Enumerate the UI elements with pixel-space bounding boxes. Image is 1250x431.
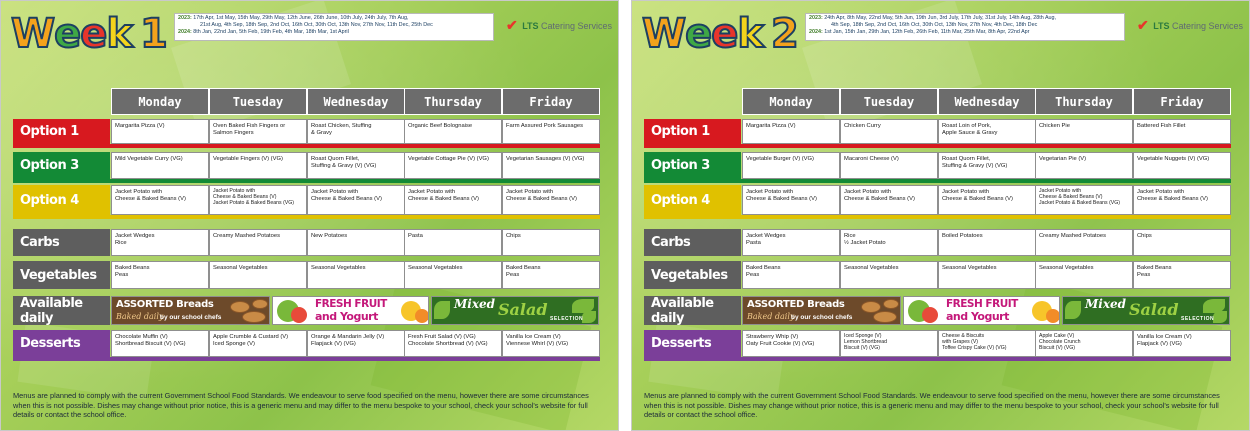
- menu-item-text: Peas: [746, 271, 760, 278]
- menu-cell-option4-tuesday: [209, 185, 307, 215]
- menu-cell-option3-monday: [111, 152, 209, 179]
- menu-item-text: Stuffing & Gravy (V) (VG): [942, 162, 1008, 169]
- row-label-option3: Option 3: [13, 152, 110, 179]
- menu-item-text: Jacket Potato with: [115, 189, 163, 195]
- menu-cell-carbs-monday: [111, 229, 209, 256]
- menu-item-text: Jacket Potato with: [311, 189, 359, 195]
- fruit-icon: [922, 307, 938, 323]
- menu-item-text: Jacket Potato with: [942, 189, 990, 195]
- banner-text: ASSORTED Breads: [116, 299, 214, 310]
- menu-item-text: & Gravy: [311, 129, 332, 136]
- menu-item-text: Jacket Wedges: [115, 233, 155, 239]
- menu-item-text: Apple Cake (V): [1039, 333, 1075, 339]
- row-label-option3: Option 3: [644, 152, 741, 179]
- menu-cell-option4-tuesday: [840, 185, 938, 215]
- menu-item-text: Peas: [1137, 271, 1151, 278]
- banner-text: Mixed: [1085, 297, 1127, 311]
- menu-cell-carbs-wednesday: [307, 229, 405, 256]
- menu-cell-vegetables-monday: [742, 261, 840, 289]
- menu-item-text: Margarita Pizza (V): [115, 123, 165, 129]
- row-label-option4: Option 4: [13, 185, 110, 215]
- menu-item-text: Shortbread Biscuit (V) (VG): [115, 340, 186, 347]
- menu-cell-desserts-friday: [1133, 330, 1231, 357]
- menu-item-text: Seasonal Vegetables: [311, 265, 366, 271]
- row-label-carbs: Carbs: [644, 229, 741, 256]
- menu-item-text: Toffee Crispy Cake (V) (VG): [942, 345, 1007, 352]
- menu-item-text: Battered Fish Fillet: [1137, 123, 1186, 129]
- banner-text: FRESH FRUIT: [946, 298, 1018, 310]
- leaf-icon: [1065, 301, 1081, 319]
- menu-item-text: Chicken Curry: [844, 123, 881, 129]
- banner-text: by our school chefs: [160, 314, 222, 321]
- fresh-fruit-yogurt-banner: [903, 296, 1060, 325]
- menu-cell-option3-thursday: [1035, 152, 1133, 179]
- menu-item-text: Seasonal Vegetables: [213, 265, 268, 271]
- menu-item-text: Vegetable Fingers (V) (VG): [213, 156, 283, 162]
- lts-catering-logo: [1137, 17, 1243, 37]
- banner-text: Mixed: [454, 297, 496, 311]
- row-stripe-option1: [644, 144, 1231, 148]
- row-stripe-option4: [644, 215, 1231, 219]
- day-header-friday: Friday: [1133, 88, 1231, 115]
- row-label-available: Available daily: [644, 296, 741, 325]
- menu-item-text: Cheese & Baked Beans (V): [115, 195, 186, 202]
- menu-item-text: Baked Beans: [115, 265, 150, 271]
- menu-item-text: Biscuit (V) (VG): [844, 345, 881, 352]
- menu-item-text: Jacket Potato & Baked Beans (VG): [1039, 200, 1121, 207]
- week-title: [11, 9, 167, 59]
- bread-icon: [873, 311, 897, 323]
- menu-cell-vegetables-thursday: [404, 261, 502, 289]
- day-header-tuesday: Tuesday: [209, 88, 307, 115]
- menu-item-text: Biscuit (V) (VG): [1039, 345, 1076, 352]
- menu-item-text: Seasonal Vegetables: [408, 265, 463, 271]
- day-header-thursday: Thursday: [1035, 88, 1133, 115]
- banner-text: Baked daily: [747, 312, 795, 321]
- menu-item-text: with Grapes (V): [942, 339, 979, 346]
- menu-item-text: Cheese & Biscuits: [942, 333, 985, 339]
- week-title-letter: e: [685, 11, 712, 57]
- menu-item-text: Roast Chicken, Stuffing: [311, 123, 372, 129]
- bread-icon: [252, 299, 268, 309]
- menu-cell-carbs-thursday: [404, 229, 502, 256]
- menu-item-text: Seasonal Vegetables: [844, 265, 899, 271]
- banner-text: by our school chefs: [791, 314, 853, 321]
- menu-cell-carbs-wednesday: [938, 229, 1036, 256]
- banner-text: Salad: [498, 300, 548, 319]
- menu-item-text: Vegetable Cottage Pie (V) (VG): [408, 156, 489, 162]
- menu-item-text: Chocolate Muffin (V): [115, 334, 168, 340]
- menu-item-text: Apple Crumble & Custard (V): [213, 334, 289, 340]
- menu-cell-option3-thursday: [404, 152, 502, 179]
- menu-cell-desserts-friday: [502, 330, 600, 357]
- lts-catering-logo: [506, 17, 612, 37]
- year-label-2023: 2023:: [809, 15, 823, 21]
- brand-name: LTS Catering Services: [522, 20, 613, 31]
- row-stripe-option1: [13, 144, 600, 148]
- menu-item-text: New Potatoes: [311, 233, 348, 239]
- row-stripe-option3: [13, 179, 600, 183]
- menu-cell-carbs-monday: [742, 229, 840, 256]
- week-number: 2: [771, 11, 798, 57]
- day-header-monday: Monday: [742, 88, 840, 115]
- row-label-desserts: Desserts: [644, 330, 741, 357]
- menu-item-text: Vegetable Nuggets (V) (VG): [1137, 156, 1210, 162]
- menu-cell-option4-friday: [502, 185, 600, 215]
- banner-text: and Yogurt: [946, 310, 1009, 323]
- menu-item-text: Chips: [506, 233, 521, 239]
- day-header-friday: Friday: [502, 88, 600, 115]
- row-label-carbs: Carbs: [13, 229, 110, 256]
- row-stripe-option4: [13, 215, 600, 219]
- year-label-2024: 2024:: [178, 28, 192, 35]
- menu-cell-option3-friday: [1133, 152, 1231, 179]
- menu-item-text: Strawberry Whip (V): [746, 334, 799, 340]
- menu-cell-vegetables-tuesday: [209, 261, 307, 289]
- assorted-breads-banner: [111, 296, 270, 325]
- day-header-wednesday: Wednesday: [938, 88, 1036, 115]
- menu-item-text: Margarita Pizza (V): [746, 123, 796, 129]
- menu-item-text: Jacket Potato with: [746, 189, 794, 195]
- day-header-monday: Monday: [111, 88, 209, 115]
- menu-cell-carbs-thursday: [1035, 229, 1133, 256]
- menu-item-text: Chicken Pie: [1039, 123, 1070, 129]
- menu-item-text: ½ Jacket Potato: [844, 239, 886, 246]
- menu-cell-desserts-monday: [111, 330, 209, 357]
- banner-text: and Yogurt: [315, 310, 378, 323]
- menu-cell-desserts-wednesday: [307, 330, 405, 357]
- menu-item-text: Peas: [115, 271, 129, 278]
- day-header-wednesday: Wednesday: [307, 88, 405, 115]
- menu-item-text: Salmon Fingers: [213, 129, 254, 136]
- menu-item-text: Cheese & Baked Beans (V): [213, 194, 277, 201]
- menu-item-text: Fresh Fruit Salad (V) (VG): [408, 334, 476, 340]
- row-label-option1: Option 1: [13, 119, 110, 144]
- menu-item-text: Roast Loin of Pork,: [942, 123, 992, 129]
- menu-cell-option1-monday: [111, 119, 209, 144]
- week-title-letter: k: [737, 11, 764, 57]
- menu-cell-vegetables-monday: [111, 261, 209, 289]
- menu-item-text: Baked Beans: [746, 265, 781, 271]
- row-label-vegetables: Vegetables: [644, 261, 741, 289]
- menu-item-text: Jacket Potato & Baked Beans (VG): [213, 200, 295, 207]
- menu-item-text: Rice: [844, 233, 856, 239]
- menu-item-text: Chocolate Crunch: [1039, 339, 1081, 346]
- banner-text: Salad: [1129, 300, 1179, 319]
- menu-cell-desserts-thursday: [404, 330, 502, 357]
- row-label-vegetables: Vegetables: [13, 261, 110, 289]
- menu-page-week-2: [631, 0, 1250, 431]
- leaf-icon: [582, 311, 596, 323]
- menu-item-text: Cheese & Baked Beans (V): [311, 195, 382, 202]
- week-title: [642, 9, 798, 59]
- menu-item-text: Apple Sauce & Gravy: [942, 129, 998, 136]
- menu-item-text: Cheese & Baked Beans (V): [1137, 195, 1208, 202]
- dates-2023-line-2: 21st Aug, 4th Sep, 18th Sep, 2nd Oct, 16th Oct, 30th Oct, 13th Nov, 27th Nov, 11th Dec, 25th Dec: [200, 21, 433, 28]
- menu-item-text: Creamy Mashed Potatoes: [213, 233, 281, 239]
- week-dates-box: [174, 13, 494, 41]
- menu-cell-vegetables-wednesday: [307, 261, 405, 289]
- menu-item-text: Iced Sponge (V): [213, 340, 255, 347]
- menu-item-text: Oaty Fruit Cookie (V) (VG): [746, 340, 815, 347]
- week-title-letter: W: [642, 11, 686, 57]
- menu-item-text: Rice: [115, 239, 127, 246]
- menu-cell-option1-friday: [502, 119, 600, 144]
- banner-text: Baked daily: [116, 312, 164, 321]
- week-dates-box: [805, 13, 1125, 41]
- menu-cell-option4-thursday: [1035, 185, 1133, 215]
- menu-item-text: Seasonal Vegetables: [942, 265, 997, 271]
- menu-cell-option4-thursday: [404, 185, 502, 215]
- day-header-tuesday: Tuesday: [840, 88, 938, 115]
- menu-cell-option1-wednesday: [307, 119, 405, 144]
- menu-item-text: Cheese & Baked Beans (V): [844, 195, 915, 202]
- menu-item-text: Orange & Mandarin Jelly (V): [311, 334, 385, 340]
- menu-cell-option3-friday: [502, 152, 600, 179]
- menu-disclaimer: Menus are planned to comply with the current Government School Food Standards. We endeavour to serve food specified on the menu, however there are some circumstances when this is not possible. Dishes may change without prior notice, this is a generic menu and may differ to the menu bespoke to your school, check your school's website for full details or contact the school office.: [644, 391, 1220, 420]
- mixed-salad-banner: [431, 296, 599, 325]
- mixed-salad-banner: [1062, 296, 1230, 325]
- menu-cell-desserts-tuesday: [840, 330, 938, 357]
- menu-cell-option1-tuesday: [209, 119, 307, 144]
- year-label-2023: 2023:: [178, 15, 192, 21]
- menu-item-text: Peas: [506, 271, 520, 278]
- fruit-icon: [291, 307, 307, 323]
- menu-cell-option4-monday: [111, 185, 209, 215]
- menu-cell-option1-thursday: [1035, 119, 1133, 144]
- row-label-option1: Option 1: [644, 119, 741, 144]
- day-header-thursday: Thursday: [404, 88, 502, 115]
- dates-2023-line-1: 17th Apr, 1st May, 15th May, 29th May, 12th June, 26th June, 10th July, 24th July, 7th Aug,: [193, 15, 409, 21]
- assorted-breads-banner: [742, 296, 901, 325]
- menu-item-text: Vanilla Ice Cream (V): [1137, 334, 1192, 340]
- menu-item-text: Vegetable Burger (V) (VG): [746, 156, 814, 162]
- menu-cell-option1-tuesday: [840, 119, 938, 144]
- row-label-desserts: Desserts: [13, 330, 110, 357]
- menu-item-text: Flapjack (V) (VG): [311, 340, 356, 347]
- year-label-2024: 2024:: [809, 28, 823, 35]
- row-label-available: Available daily: [13, 296, 110, 325]
- menu-item-text: Jacket Potato with: [408, 189, 456, 195]
- menu-item-text: Vegetarian Sausages (V) (VG): [506, 156, 585, 162]
- banner-text: SELECTION: [550, 316, 584, 322]
- row-stripe-option3: [644, 179, 1231, 183]
- row-stripe-desserts: [13, 357, 600, 361]
- brand-name: LTS Catering Services: [1153, 20, 1244, 31]
- menu-cell-carbs-friday: [502, 229, 600, 256]
- menu-cell-option1-wednesday: [938, 119, 1036, 144]
- menu-cell-option1-monday: [742, 119, 840, 144]
- menu-item-text: Vanilla Ice Cream (V): [506, 334, 561, 340]
- fruit-icon: [1046, 309, 1060, 323]
- week-title-letter: e: [54, 11, 81, 57]
- menu-cell-option4-wednesday: [938, 185, 1036, 215]
- row-label-option4: Option 4: [644, 185, 741, 215]
- menu-cell-option3-tuesday: [209, 152, 307, 179]
- bread-icon: [242, 311, 266, 323]
- menu-cell-vegetables-tuesday: [840, 261, 938, 289]
- menu-item-text: Roast Quorn Fillet,: [942, 156, 991, 162]
- checkmark-icon: ✔: [506, 17, 518, 34]
- banner-text: SELECTION: [1181, 316, 1215, 322]
- menu-item-text: Jacket Potato with: [1039, 188, 1082, 194]
- menu-cell-option4-wednesday: [307, 185, 405, 215]
- menu-cell-option3-tuesday: [840, 152, 938, 179]
- menu-cell-vegetables-friday: [1133, 261, 1231, 289]
- bread-icon: [883, 299, 899, 309]
- menu-item-text: Macaroni Cheese (V): [844, 156, 899, 162]
- menu-cell-vegetables-thursday: [1035, 261, 1133, 289]
- menu-cell-option3-wednesday: [307, 152, 405, 179]
- dates-2023-line-1: 24th Apr, 8th May, 22nd May, 5th Jun, 19th Jun, 3rd July, 17th July, 31st July, 14th Aug, 28th Aug,: [824, 15, 1057, 21]
- menu-item-text: Cheese & Baked Beans (V): [506, 195, 577, 202]
- row-stripe-desserts: [644, 357, 1231, 361]
- menu-cell-carbs-tuesday: [840, 229, 938, 256]
- menu-cell-desserts-wednesday: [938, 330, 1036, 357]
- menu-disclaimer: Menus are planned to comply with the current Government School Food Standards. We endeavour to serve food specified on the menu, however there are some circumstances when this is not possible. Dishes may change without prior notice, this is a generic menu and may differ to the menu bespoke to your school, check your school's website for full details or contact the school office.: [13, 391, 589, 420]
- banner-text: FRESH FRUIT: [315, 298, 387, 310]
- dates-2023-line-2: 4th Sep, 18th Sep, 2nd Oct, 16th Oct, 30th Oct, 13th Nov, 27th Nov, 4th Dec, 18th Dec: [831, 21, 1038, 28]
- menu-cell-desserts-tuesday: [209, 330, 307, 357]
- dates-2024: 1st Jan, 15th Jan, 29th Jan, 12th Feb, 26th Feb, 11th Mar, 25th Mar, 8th Apr, 22nd Apr: [824, 28, 1030, 35]
- menu-cell-option1-friday: [1133, 119, 1231, 144]
- menu-cell-option3-wednesday: [938, 152, 1036, 179]
- menu-item-text: Farm Assured Pork Sausages: [506, 123, 584, 129]
- menu-cell-option4-monday: [742, 185, 840, 215]
- menu-item-text: Jacket Potato with: [506, 189, 554, 195]
- menu-item-text: Boiled Potatoes: [942, 233, 983, 239]
- menu-cell-carbs-friday: [1133, 229, 1231, 256]
- menu-cell-desserts-thursday: [1035, 330, 1133, 357]
- menu-item-text: Jacket Potato with: [844, 189, 892, 195]
- leaf-icon: [1213, 311, 1227, 323]
- menu-item-text: Organic Beef Bolognaise: [408, 123, 473, 129]
- week-title-letter: e: [80, 11, 107, 57]
- menu-item-text: Cheese & Baked Beans (V): [942, 195, 1013, 202]
- menu-cell-carbs-tuesday: [209, 229, 307, 256]
- menu-cell-option4-friday: [1133, 185, 1231, 215]
- menu-cell-option1-thursday: [404, 119, 502, 144]
- menu-item-text: Cheese & Baked Beans (V): [1039, 194, 1103, 201]
- menu-item-text: Jacket Potato with: [213, 188, 256, 194]
- menu-item-text: Jacket Wedges: [746, 233, 786, 239]
- menu-item-text: Iced Sponge (V): [844, 333, 882, 339]
- menu-item-text: Cheese & Baked Beans (V): [408, 195, 479, 202]
- menu-item-text: Baked Beans: [1137, 265, 1172, 271]
- menu-item-text: Flapjack (V) (VG): [1137, 340, 1182, 347]
- menu-page-week-1: [0, 0, 619, 431]
- menu-item-text: Vegetarian Pie (V): [1039, 156, 1087, 162]
- menu-item-text: Creamy Mashed Potatoes: [1039, 233, 1107, 239]
- week-title-letter: e: [711, 11, 738, 57]
- menu-item-text: Viennese Whirl (V) (VG): [506, 340, 569, 347]
- leaf-icon: [434, 301, 450, 319]
- menu-item-text: Pasta: [746, 239, 761, 246]
- menu-item-text: Stuffing & Gravy (V) (VG): [311, 162, 377, 169]
- menu-item-text: Oven Baked Fish Fingers or: [213, 123, 286, 129]
- menu-item-text: Baked Beans: [506, 265, 541, 271]
- menu-cell-option3-monday: [742, 152, 840, 179]
- menu-item-text: Seasonal Vegetables: [1039, 265, 1094, 271]
- menu-item-text: Mild Vegetable Curry (VG): [115, 156, 183, 162]
- menu-item-text: Jacket Potato with: [1137, 189, 1185, 195]
- fresh-fruit-yogurt-banner: [272, 296, 429, 325]
- fruit-icon: [415, 309, 429, 323]
- week-title-letter: k: [106, 11, 133, 57]
- menu-cell-vegetables-friday: [502, 261, 600, 289]
- week-number: 1: [140, 11, 167, 57]
- menu-item-text: Pasta: [408, 233, 423, 239]
- week-title-letter: W: [11, 11, 55, 57]
- menu-item-text: Roast Quorn Fillet,: [311, 156, 360, 162]
- menu-item-text: Chocolate Shortbread (V) (VG): [408, 340, 488, 347]
- menu-cell-vegetables-wednesday: [938, 261, 1036, 289]
- menu-item-text: Lemon Shortbread: [844, 339, 887, 346]
- checkmark-icon: ✔: [1137, 17, 1149, 34]
- menu-item-text: Chips: [1137, 233, 1152, 239]
- banner-text: ASSORTED Breads: [747, 299, 845, 310]
- menu-cell-desserts-monday: [742, 330, 840, 357]
- dates-2024: 8th Jan, 22nd Jan, 5th Feb, 19th Feb, 4th Mar, 18th Mar, 1st April: [193, 28, 349, 35]
- menu-item-text: Cheese & Baked Beans (V): [746, 195, 817, 202]
